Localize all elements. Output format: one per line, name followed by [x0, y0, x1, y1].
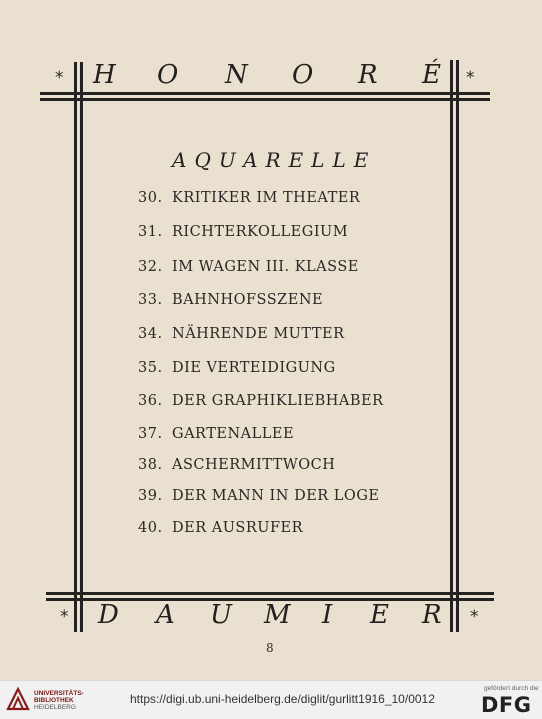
title-letter: H: [93, 60, 116, 90]
list-item: [138, 488, 380, 504]
list-item: [138, 292, 323, 308]
title-letter: E: [370, 600, 389, 630]
star-ornament: *: [466, 68, 475, 88]
item-number: 38.: [138, 457, 163, 473]
item-title: DER MANN IN DER LOGE: [172, 488, 380, 504]
list-item: [138, 259, 359, 275]
title-letter: A: [156, 600, 175, 630]
star-ornament: *: [470, 607, 479, 627]
title-letter: O: [292, 60, 314, 90]
item-title: BAHNHOFSSZENE: [172, 292, 324, 308]
item-number: 30.: [138, 190, 163, 206]
section-title: AQUARELLE: [172, 148, 377, 172]
item-number: 39.: [138, 488, 163, 504]
title-letter: É: [422, 60, 441, 90]
star-ornament: *: [55, 68, 64, 88]
list-item: [138, 393, 384, 409]
viewer-footer-bar: [0, 680, 542, 719]
frame-rule-right-inner: [450, 60, 453, 632]
frame-rule-right-outer: [456, 60, 459, 632]
item-number: 34.: [138, 326, 163, 342]
item-number: 31.: [138, 224, 163, 240]
university-library-logo-icon[interactable]: [6, 687, 30, 711]
library-name: [34, 690, 84, 711]
title-letter: R: [422, 600, 442, 630]
list-item: [138, 426, 294, 442]
item-number: 40.: [138, 520, 163, 536]
title-letter: O: [157, 60, 179, 90]
item-title: DER GRAPHIKLIEBHABER: [172, 393, 384, 409]
list-item: [138, 326, 345, 342]
item-number: 32.: [138, 259, 163, 275]
frame-rule-left-outer: [74, 62, 77, 632]
item-title: IM WAGEN III. KLASSE: [172, 259, 359, 275]
permalink-url[interactable]: https://digi.ub.uni-heidelberg.de/diglit/gurlitt1916_10/0012: [130, 692, 435, 706]
title-letter: N: [225, 60, 248, 90]
item-number: 35.: [138, 360, 163, 376]
item-title: KRITIKER IM THEATER: [172, 190, 361, 206]
item-number: 36.: [138, 393, 163, 409]
library-name-line: HEIDELBERG: [34, 704, 76, 711]
list-item: [138, 360, 336, 376]
star-ornament: *: [60, 607, 69, 627]
title-letter: D: [98, 600, 119, 630]
list-item: [138, 457, 335, 473]
title-letter: U: [210, 600, 232, 630]
dfg-logo[interactable]: DFG: [481, 693, 532, 717]
library-name-line: UNIVERSITÄTS-: [34, 690, 84, 697]
item-title: DIE VERTEIDIGUNG: [172, 360, 336, 376]
frame-rule-top-outer: [40, 92, 490, 95]
sponsor-label: gefördert durch die: [484, 685, 539, 692]
item-number: 37.: [138, 426, 163, 442]
frame-rule-bottom-inner: [46, 592, 494, 595]
frame-rule-left-inner: [80, 62, 83, 632]
item-title: ASCHERMITTWOCH: [172, 457, 336, 473]
item-title: NÄHRENDE MUTTER: [172, 326, 345, 342]
item-number: 33.: [138, 292, 163, 308]
item-title: DER AUSRUFER: [172, 520, 304, 536]
library-name-line: BIBLIOTHEK: [34, 697, 74, 704]
list-item: [138, 520, 303, 536]
page-number: 8: [266, 641, 274, 655]
item-title: GARTENALLEE: [172, 426, 295, 442]
list-item: [138, 190, 360, 206]
title-letter: I: [322, 600, 333, 630]
item-title: RICHTERKOLLEGIUM: [172, 224, 349, 240]
title-letter: R: [358, 60, 378, 90]
title-letter: M: [264, 600, 291, 630]
list-item: [138, 224, 348, 240]
frame-rule-top-inner: [40, 98, 490, 101]
